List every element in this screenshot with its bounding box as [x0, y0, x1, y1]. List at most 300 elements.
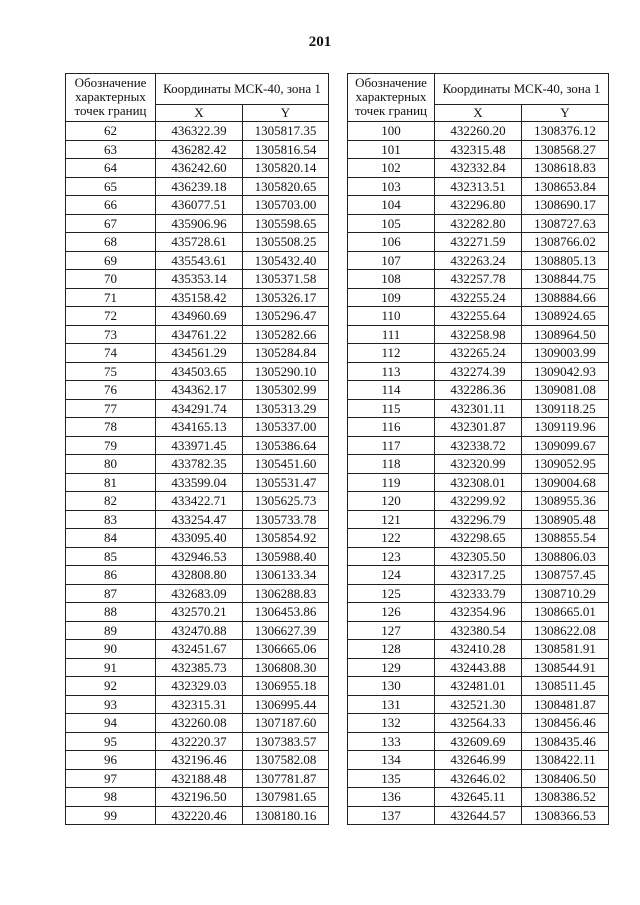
x-coordinate-cell: 432220.46 — [156, 806, 243, 825]
table-row — [348, 140, 609, 159]
y-coordinate-cell: 1305290.10 — [243, 362, 329, 381]
y-coordinate-cell: 1308884.66 — [522, 288, 609, 307]
y-coordinate-cell: 1306665.06 — [243, 640, 329, 659]
x-coordinate-cell: 432320.99 — [435, 455, 522, 474]
table-row — [66, 436, 329, 455]
y-coordinate-cell: 1308766.02 — [522, 233, 609, 252]
y-coordinate-cell: 1307383.57 — [243, 732, 329, 751]
point-number-cell: 85 — [66, 547, 156, 566]
point-number-cell: 119 — [348, 473, 435, 492]
point-number-cell: 124 — [348, 566, 435, 585]
x-coordinate-cell: 432301.87 — [435, 418, 522, 437]
x-coordinate-cell: 432271.59 — [435, 233, 522, 252]
x-coordinate-cell: 435353.14 — [156, 270, 243, 289]
x-coordinate-cell: 432646.02 — [435, 769, 522, 788]
table-row — [348, 233, 609, 252]
point-number-cell: 63 — [66, 140, 156, 159]
point-number-cell: 130 — [348, 677, 435, 696]
table-row — [66, 140, 329, 159]
x-coordinate-cell: 432332.84 — [435, 159, 522, 178]
point-number-cell: 126 — [348, 603, 435, 622]
point-number-cell: 62 — [66, 122, 156, 141]
table-row — [348, 510, 609, 529]
y-coordinate-cell: 1308180.16 — [243, 806, 329, 825]
x-coordinate-cell: 432257.78 — [435, 270, 522, 289]
point-number-cell: 69 — [66, 251, 156, 270]
y-coordinate-cell: 1306627.39 — [243, 621, 329, 640]
y-coordinate-cell: 1308366.53 — [522, 806, 609, 825]
table-row — [348, 159, 609, 178]
point-number-cell: 132 — [348, 714, 435, 733]
y-coordinate-cell: 1305326.17 — [243, 288, 329, 307]
table-body-left — [66, 122, 329, 825]
point-number-cell: 105 — [348, 214, 435, 233]
y-coordinate-cell: 1305816.54 — [243, 140, 329, 159]
x-column-header: X — [435, 105, 522, 122]
table-row — [348, 714, 609, 733]
table-row — [348, 288, 609, 307]
point-number-cell: 120 — [348, 492, 435, 511]
point-column-header: Обозначение характерных точек границ — [348, 74, 435, 122]
table-row — [66, 473, 329, 492]
x-coordinate-cell: 432188.48 — [156, 769, 243, 788]
x-coordinate-cell: 436242.60 — [156, 159, 243, 178]
table-row — [66, 658, 329, 677]
coordinates-header: Координаты МСК-40, зона 1 — [435, 74, 609, 105]
x-coordinate-cell: 432443.88 — [435, 658, 522, 677]
y-column-header: Y — [243, 105, 329, 122]
y-coordinate-cell: 1305817.35 — [243, 122, 329, 141]
table-row — [66, 288, 329, 307]
point-number-cell: 91 — [66, 658, 156, 677]
x-coordinate-cell: 432644.57 — [435, 806, 522, 825]
table-row — [348, 344, 609, 363]
table-row — [348, 418, 609, 437]
x-coordinate-cell: 436239.18 — [156, 177, 243, 196]
point-number-cell: 74 — [66, 344, 156, 363]
y-coordinate-cell: 1308964.50 — [522, 325, 609, 344]
point-number-cell: 95 — [66, 732, 156, 751]
point-number-cell: 129 — [348, 658, 435, 677]
x-coordinate-cell: 434561.29 — [156, 344, 243, 363]
coordinates-table-right — [347, 73, 609, 825]
table-row — [66, 159, 329, 178]
x-coordinate-cell: 432946.53 — [156, 547, 243, 566]
point-number-cell: 72 — [66, 307, 156, 326]
table-row — [348, 270, 609, 289]
table-row — [66, 788, 329, 807]
table-row — [66, 677, 329, 696]
point-number-cell: 106 — [348, 233, 435, 252]
table-row — [348, 732, 609, 751]
x-coordinate-cell: 432260.20 — [435, 122, 522, 141]
point-number-cell: 89 — [66, 621, 156, 640]
table-row — [66, 270, 329, 289]
x-coordinate-cell: 436322.39 — [156, 122, 243, 141]
point-number-cell: 111 — [348, 325, 435, 344]
y-coordinate-cell: 1308386.52 — [522, 788, 609, 807]
table-body-right — [348, 122, 609, 825]
x-coordinate-cell: 432470.88 — [156, 621, 243, 640]
point-column-header: Обозначение характерных точек границ — [66, 74, 156, 122]
table-row — [348, 492, 609, 511]
table-row — [348, 214, 609, 233]
table-row — [66, 399, 329, 418]
x-coordinate-cell: 432564.33 — [435, 714, 522, 733]
y-coordinate-cell: 1308727.63 — [522, 214, 609, 233]
x-coordinate-cell: 432570.21 — [156, 603, 243, 622]
table-row — [348, 362, 609, 381]
point-number-cell: 133 — [348, 732, 435, 751]
x-coordinate-cell: 432385.73 — [156, 658, 243, 677]
x-coordinate-cell: 435543.61 — [156, 251, 243, 270]
y-coordinate-cell: 1305508.25 — [243, 233, 329, 252]
table-row — [66, 233, 329, 252]
y-coordinate-cell: 1309118.25 — [522, 399, 609, 418]
point-number-cell: 131 — [348, 695, 435, 714]
point-number-cell: 90 — [66, 640, 156, 659]
y-coordinate-cell: 1308481.87 — [522, 695, 609, 714]
y-coordinate-cell: 1305282.66 — [243, 325, 329, 344]
x-coordinate-cell: 432329.03 — [156, 677, 243, 696]
y-coordinate-cell: 1305531.47 — [243, 473, 329, 492]
point-number-cell: 94 — [66, 714, 156, 733]
y-coordinate-cell: 1308544.91 — [522, 658, 609, 677]
x-coordinate-cell: 432305.50 — [435, 547, 522, 566]
point-number-cell: 112 — [348, 344, 435, 363]
point-number-cell: 107 — [348, 251, 435, 270]
x-coordinate-cell: 432317.25 — [435, 566, 522, 585]
table-row — [66, 751, 329, 770]
table-row — [348, 658, 609, 677]
x-coordinate-cell: 432313.51 — [435, 177, 522, 196]
x-coordinate-cell: 432315.31 — [156, 695, 243, 714]
x-coordinate-cell: 432410.28 — [435, 640, 522, 659]
y-coordinate-cell: 1308955.36 — [522, 492, 609, 511]
x-coordinate-cell: 432196.46 — [156, 751, 243, 770]
table-row — [66, 214, 329, 233]
table-row — [66, 566, 329, 585]
x-coordinate-cell: 434362.17 — [156, 381, 243, 400]
point-number-cell: 109 — [348, 288, 435, 307]
y-coordinate-cell: 1305451.60 — [243, 455, 329, 474]
point-number-cell: 78 — [66, 418, 156, 437]
point-number-cell: 93 — [66, 695, 156, 714]
x-coordinate-cell: 432646.99 — [435, 751, 522, 770]
point-number-cell: 82 — [66, 492, 156, 511]
x-coordinate-cell: 432196.50 — [156, 788, 243, 807]
table-row — [348, 381, 609, 400]
y-coordinate-cell: 1305313.29 — [243, 399, 329, 418]
point-number-cell: 64 — [66, 159, 156, 178]
y-coordinate-cell: 1305296.47 — [243, 307, 329, 326]
y-coordinate-cell: 1308710.29 — [522, 584, 609, 603]
y-coordinate-cell: 1308376.12 — [522, 122, 609, 141]
y-coordinate-cell: 1305820.65 — [243, 177, 329, 196]
x-coordinate-cell: 432380.54 — [435, 621, 522, 640]
table-row — [66, 177, 329, 196]
table-row — [348, 177, 609, 196]
table-row — [348, 473, 609, 492]
coordinates-table-left — [65, 73, 329, 825]
x-coordinate-cell: 432481.01 — [435, 677, 522, 696]
y-coordinate-cell: 1307187.60 — [243, 714, 329, 733]
table-row — [66, 510, 329, 529]
table-row — [348, 399, 609, 418]
y-coordinate-cell: 1305386.64 — [243, 436, 329, 455]
y-coordinate-cell: 1308618.83 — [522, 159, 609, 178]
table-row — [66, 695, 329, 714]
table-row — [66, 418, 329, 437]
x-coordinate-cell: 433599.04 — [156, 473, 243, 492]
point-number-cell: 66 — [66, 196, 156, 215]
point-number-cell: 104 — [348, 196, 435, 215]
page-number: 201 — [308, 34, 332, 50]
table-row — [348, 436, 609, 455]
y-coordinate-cell: 1305733.78 — [243, 510, 329, 529]
x-coordinate-cell: 432255.64 — [435, 307, 522, 326]
x-coordinate-cell: 433254.47 — [156, 510, 243, 529]
x-coordinate-cell: 432260.08 — [156, 714, 243, 733]
table-row — [348, 677, 609, 696]
x-column-header: X — [156, 105, 243, 122]
y-coordinate-cell: 1308435.46 — [522, 732, 609, 751]
point-number-cell: 73 — [66, 325, 156, 344]
table-row — [348, 751, 609, 770]
point-number-cell: 103 — [348, 177, 435, 196]
point-number-cell: 117 — [348, 436, 435, 455]
table-row — [348, 584, 609, 603]
x-coordinate-cell: 432263.24 — [435, 251, 522, 270]
x-coordinate-cell: 434761.22 — [156, 325, 243, 344]
y-coordinate-cell: 1305284.84 — [243, 344, 329, 363]
table-row — [348, 640, 609, 659]
point-number-cell: 81 — [66, 473, 156, 492]
y-coordinate-cell: 1305988.40 — [243, 547, 329, 566]
x-coordinate-cell: 432354.96 — [435, 603, 522, 622]
y-coordinate-cell: 1308757.45 — [522, 566, 609, 585]
table-row — [66, 732, 329, 751]
point-number-cell: 115 — [348, 399, 435, 418]
y-coordinate-cell: 1305820.14 — [243, 159, 329, 178]
y-coordinate-cell: 1305432.40 — [243, 251, 329, 270]
table-row — [66, 529, 329, 548]
x-coordinate-cell: 435158.42 — [156, 288, 243, 307]
point-number-cell: 77 — [66, 399, 156, 418]
x-coordinate-cell: 434291.74 — [156, 399, 243, 418]
x-coordinate-cell: 432338.72 — [435, 436, 522, 455]
point-number-cell: 123 — [348, 547, 435, 566]
y-coordinate-cell: 1308805.13 — [522, 251, 609, 270]
x-coordinate-cell: 433422.71 — [156, 492, 243, 511]
table-row — [66, 603, 329, 622]
x-coordinate-cell: 432265.24 — [435, 344, 522, 363]
y-coordinate-cell: 1309004.68 — [522, 473, 609, 492]
table-row — [66, 769, 329, 788]
point-number-cell: 98 — [66, 788, 156, 807]
y-coordinate-cell: 1305598.65 — [243, 214, 329, 233]
y-coordinate-cell: 1306453.86 — [243, 603, 329, 622]
table-row — [66, 806, 329, 825]
point-number-cell: 134 — [348, 751, 435, 770]
point-number-cell: 118 — [348, 455, 435, 474]
point-number-cell: 128 — [348, 640, 435, 659]
x-coordinate-cell: 432282.80 — [435, 214, 522, 233]
y-coordinate-cell: 1305371.58 — [243, 270, 329, 289]
table-row — [348, 547, 609, 566]
table-row — [66, 584, 329, 603]
point-number-cell: 108 — [348, 270, 435, 289]
point-number-cell: 67 — [66, 214, 156, 233]
x-coordinate-cell: 432296.80 — [435, 196, 522, 215]
point-number-cell: 110 — [348, 307, 435, 326]
table-row — [348, 806, 609, 825]
x-coordinate-cell: 432301.11 — [435, 399, 522, 418]
point-number-cell: 136 — [348, 788, 435, 807]
table-row — [348, 251, 609, 270]
table-row — [348, 603, 609, 622]
y-coordinate-cell: 1306133.34 — [243, 566, 329, 585]
y-coordinate-cell: 1307582.08 — [243, 751, 329, 770]
y-coordinate-cell: 1308844.75 — [522, 270, 609, 289]
table-row — [348, 307, 609, 326]
x-coordinate-cell: 432808.80 — [156, 566, 243, 585]
x-coordinate-cell: 432451.67 — [156, 640, 243, 659]
y-coordinate-cell: 1309003.99 — [522, 344, 609, 363]
table-row — [348, 529, 609, 548]
x-coordinate-cell: 434503.65 — [156, 362, 243, 381]
x-coordinate-cell: 432274.39 — [435, 362, 522, 381]
x-coordinate-cell: 433971.45 — [156, 436, 243, 455]
point-number-cell: 122 — [348, 529, 435, 548]
y-coordinate-cell: 1309052.95 — [522, 455, 609, 474]
table-row — [66, 714, 329, 733]
y-coordinate-cell: 1305302.99 — [243, 381, 329, 400]
point-number-cell: 97 — [66, 769, 156, 788]
y-coordinate-cell: 1309081.08 — [522, 381, 609, 400]
coordinates-header: Координаты МСК-40, зона 1 — [156, 74, 329, 105]
x-coordinate-cell: 434165.13 — [156, 418, 243, 437]
point-number-cell: 101 — [348, 140, 435, 159]
x-coordinate-cell: 434960.69 — [156, 307, 243, 326]
point-number-cell: 80 — [66, 455, 156, 474]
x-coordinate-cell: 432308.01 — [435, 473, 522, 492]
point-number-cell: 71 — [66, 288, 156, 307]
y-coordinate-cell: 1308568.27 — [522, 140, 609, 159]
point-number-cell: 127 — [348, 621, 435, 640]
point-number-cell: 88 — [66, 603, 156, 622]
point-number-cell: 70 — [66, 270, 156, 289]
point-number-cell: 99 — [66, 806, 156, 825]
y-coordinate-cell: 1306808.30 — [243, 658, 329, 677]
y-coordinate-cell: 1308653.84 — [522, 177, 609, 196]
y-coordinate-cell: 1308905.48 — [522, 510, 609, 529]
table-row — [66, 307, 329, 326]
table-row — [348, 769, 609, 788]
point-number-cell: 92 — [66, 677, 156, 696]
point-number-cell: 121 — [348, 510, 435, 529]
table-row — [66, 344, 329, 363]
y-coordinate-cell: 1309099.67 — [522, 436, 609, 455]
table-row — [66, 196, 329, 215]
table-row — [66, 122, 329, 141]
x-coordinate-cell: 432255.24 — [435, 288, 522, 307]
x-coordinate-cell: 432220.37 — [156, 732, 243, 751]
x-coordinate-cell: 436282.42 — [156, 140, 243, 159]
table-row — [66, 492, 329, 511]
point-number-cell: 84 — [66, 529, 156, 548]
x-coordinate-cell: 433782.35 — [156, 455, 243, 474]
y-coordinate-cell: 1309042.93 — [522, 362, 609, 381]
y-coordinate-cell: 1306288.83 — [243, 584, 329, 603]
y-coordinate-cell: 1308690.17 — [522, 196, 609, 215]
x-coordinate-cell: 432609.69 — [435, 732, 522, 751]
point-number-cell: 75 — [66, 362, 156, 381]
table-row — [66, 621, 329, 640]
x-coordinate-cell: 432286.36 — [435, 381, 522, 400]
x-coordinate-cell: 432315.48 — [435, 140, 522, 159]
y-coordinate-cell: 1305625.73 — [243, 492, 329, 511]
x-coordinate-cell: 432298.65 — [435, 529, 522, 548]
y-coordinate-cell: 1307981.65 — [243, 788, 329, 807]
y-coordinate-cell: 1308924.65 — [522, 307, 609, 326]
table-row — [348, 196, 609, 215]
point-number-cell: 100 — [348, 122, 435, 141]
x-coordinate-cell: 432683.09 — [156, 584, 243, 603]
y-coordinate-cell: 1306955.18 — [243, 677, 329, 696]
table-row — [66, 640, 329, 659]
point-number-cell: 68 — [66, 233, 156, 252]
table-row — [66, 547, 329, 566]
x-coordinate-cell: 432333.79 — [435, 584, 522, 603]
point-number-cell: 114 — [348, 381, 435, 400]
y-coordinate-cell: 1308665.01 — [522, 603, 609, 622]
point-number-cell: 137 — [348, 806, 435, 825]
x-coordinate-cell: 432645.11 — [435, 788, 522, 807]
x-coordinate-cell: 432299.92 — [435, 492, 522, 511]
table-row — [348, 122, 609, 141]
y-coordinate-cell: 1308581.91 — [522, 640, 609, 659]
y-coordinate-cell: 1307781.87 — [243, 769, 329, 788]
x-coordinate-cell: 432258.98 — [435, 325, 522, 344]
point-number-cell: 83 — [66, 510, 156, 529]
y-coordinate-cell: 1305854.92 — [243, 529, 329, 548]
x-coordinate-cell: 436077.51 — [156, 196, 243, 215]
table-row — [66, 251, 329, 270]
table-row — [66, 455, 329, 474]
y-coordinate-cell: 1308806.03 — [522, 547, 609, 566]
point-number-cell: 76 — [66, 381, 156, 400]
x-coordinate-cell: 433095.40 — [156, 529, 243, 548]
point-number-cell: 79 — [66, 436, 156, 455]
table-row — [66, 381, 329, 400]
x-coordinate-cell: 435906.96 — [156, 214, 243, 233]
point-number-cell: 116 — [348, 418, 435, 437]
y-coordinate-cell: 1308622.08 — [522, 621, 609, 640]
y-coordinate-cell: 1308406.50 — [522, 769, 609, 788]
point-number-cell: 113 — [348, 362, 435, 381]
y-coordinate-cell: 1308456.46 — [522, 714, 609, 733]
y-coordinate-cell: 1306995.44 — [243, 695, 329, 714]
table-row — [66, 362, 329, 381]
table-row — [348, 788, 609, 807]
x-coordinate-cell: 432521.30 — [435, 695, 522, 714]
y-coordinate-cell: 1305337.00 — [243, 418, 329, 437]
table-row — [348, 695, 609, 714]
table-row — [66, 325, 329, 344]
y-coordinate-cell: 1308511.45 — [522, 677, 609, 696]
table-row — [348, 325, 609, 344]
